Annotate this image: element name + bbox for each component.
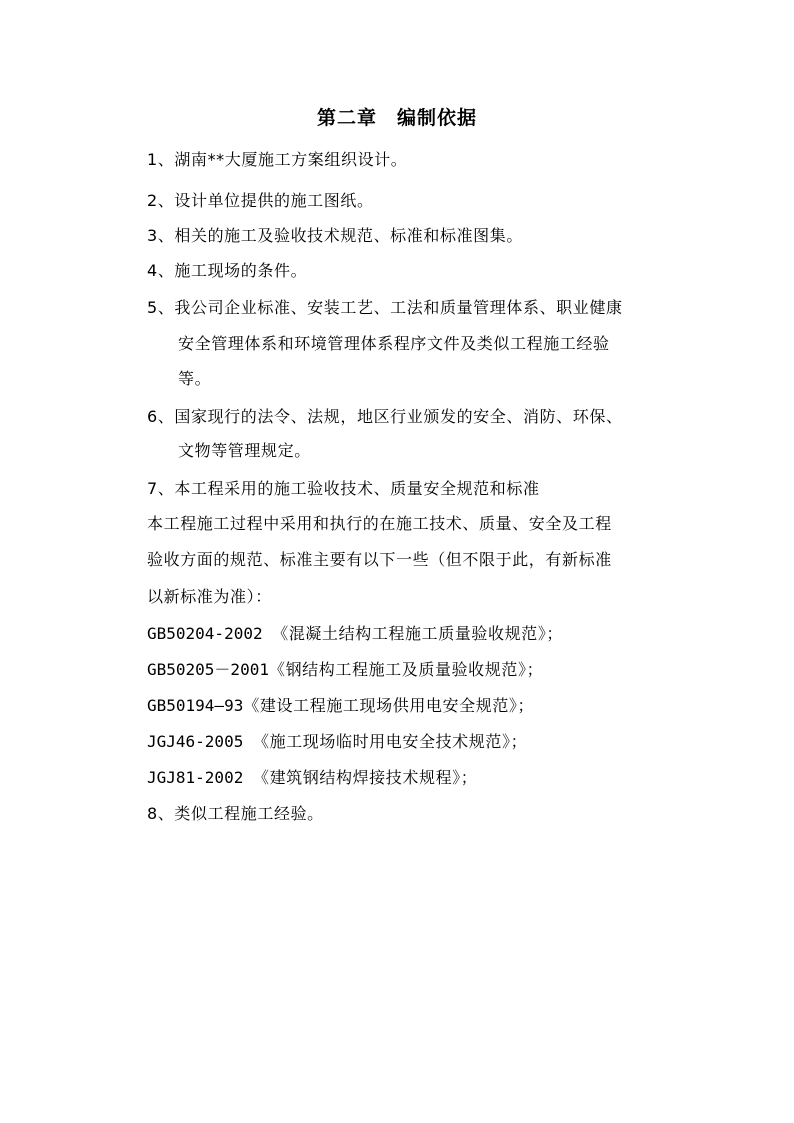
standard-name: 《建筑钢结构焊接技术规程》； — [252, 768, 478, 787]
standard-code: GB50194—93 — [147, 696, 244, 715]
list-item: 8、类似工程施工经验。 — [147, 804, 324, 823]
standard-reference — [147, 658, 543, 682]
standard-name: 《钢结构工程施工及质量验收规范》； — [268, 660, 544, 679]
list-item: 3、相关的施工及验收技术规范、标准和标准图集。 — [147, 226, 523, 245]
standard-reference — [147, 730, 527, 754]
standard-code: GB50205－2001 — [147, 660, 269, 679]
standard-reference — [147, 694, 534, 718]
standard-name: 《混凝土结构工程施工质量验收规范》； — [272, 624, 564, 643]
standard-code: JGJ81-2002 — [147, 768, 244, 787]
list-item: 1、湖南**大厦施工方案组织设计。 — [147, 150, 408, 169]
paragraph-line: 以新标准为准）： — [147, 587, 272, 606]
list-item: 6、国家现行的法令、法规，地区行业颁发的安全、消防、环保、 — [147, 407, 623, 426]
list-item-continuation: 安全管理体系和环境管理体系程序文件及类似工程施工经验 — [178, 334, 610, 353]
paragraph-line: 验收方面的规范、标准主要有以下一些（但不限于此，有新标准 — [147, 550, 612, 569]
list-item-continuation: 等。 — [178, 369, 212, 388]
chapter-title: 第二章 编制依据 — [316, 107, 477, 129]
list-item-continuation: 文物等管理规定。 — [178, 441, 311, 460]
list-item: 5、我公司企业标准、安装工艺、工法和质量管理体系、职业健康 — [147, 298, 623, 317]
list-item: 2、设计单位提供的施工图纸。 — [147, 191, 374, 210]
list-item: 7、本工程采用的施工验收技术、质量安全规范和标准 — [147, 479, 540, 498]
standard-code: GB50204-2002 — [147, 624, 263, 643]
list-item: 4、施工现场的条件。 — [147, 261, 308, 280]
paragraph-line: 本工程施工过程中采用和执行的在施工技术、质量、安全及工程 — [147, 514, 612, 533]
standard-code: JGJ46-2005 — [147, 732, 244, 751]
standard-reference — [147, 766, 477, 790]
standard-name: 《建设工程施工现场供用电安全规范》； — [243, 696, 535, 715]
standard-name: 《施工现场临时用电安全技术规范》； — [252, 732, 528, 751]
standard-reference — [147, 622, 563, 646]
